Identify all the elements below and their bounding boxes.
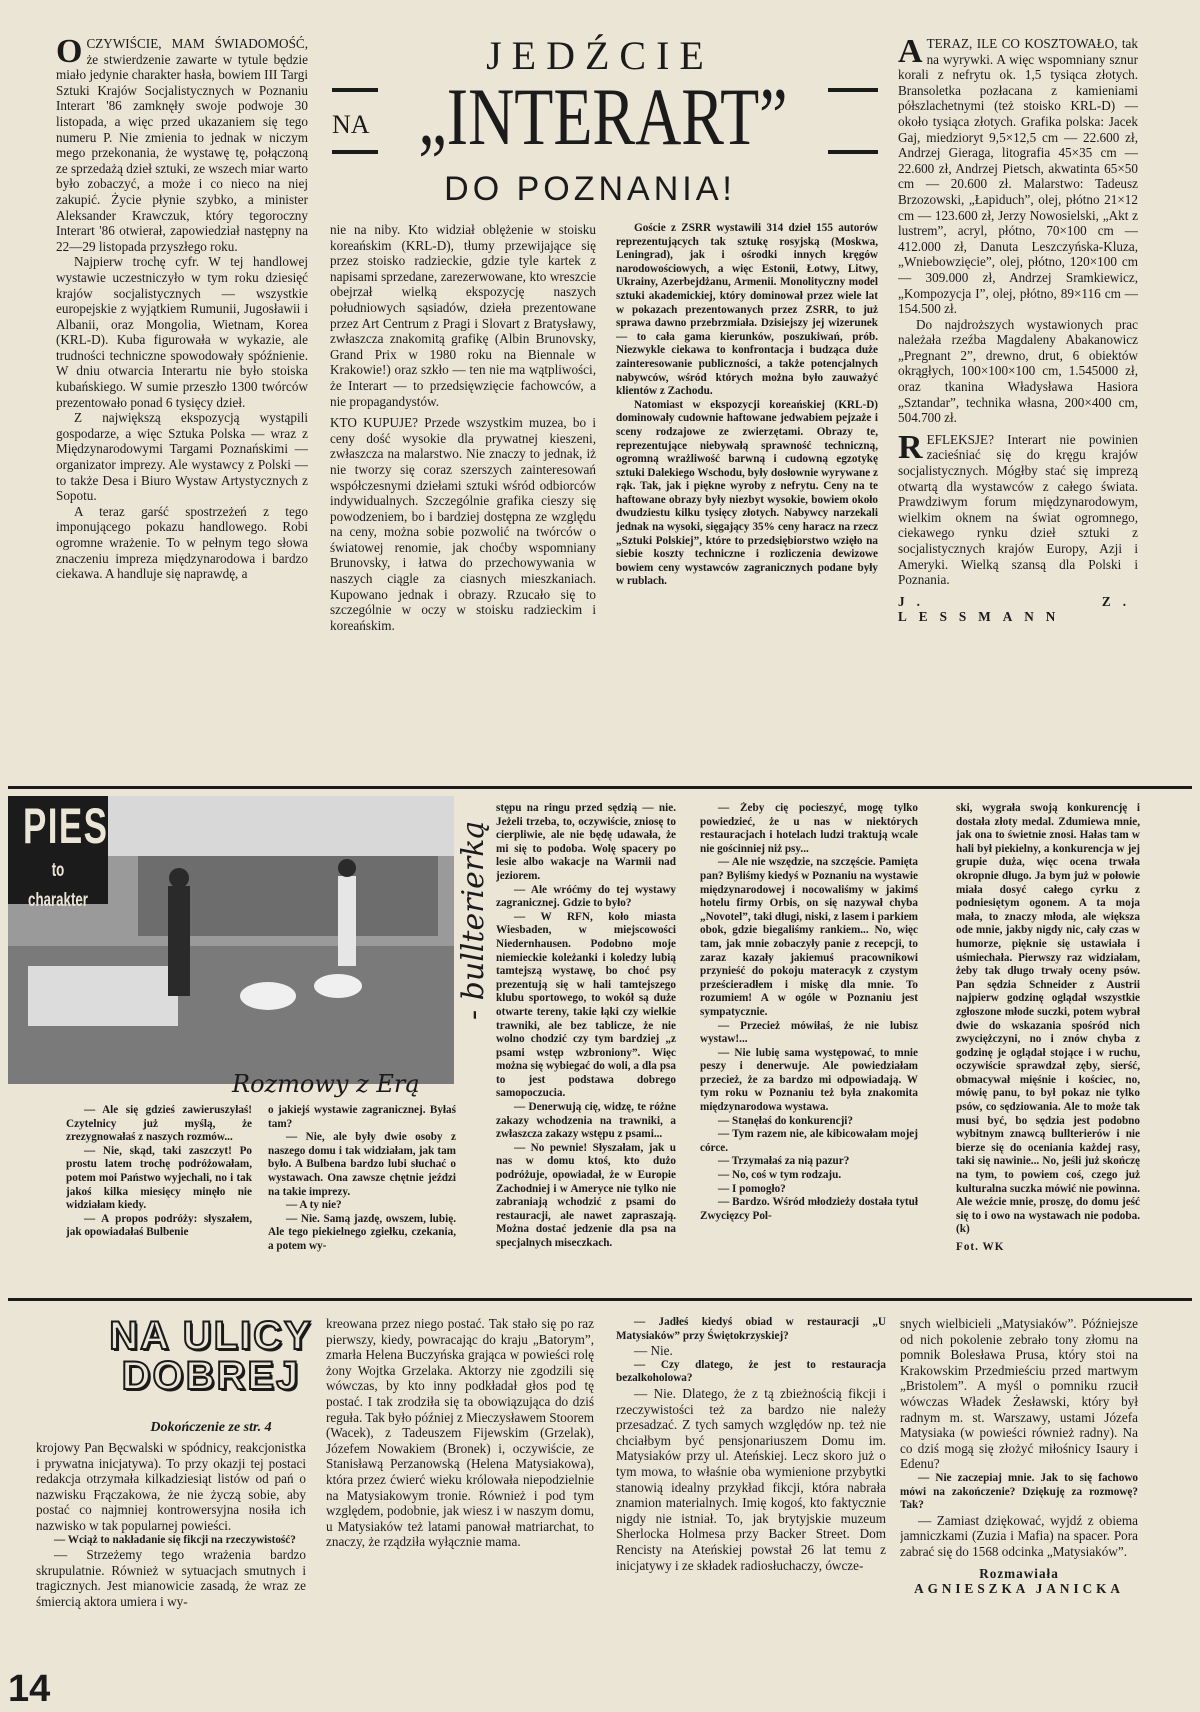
paragraph: — Denerwują cię, widzę, te różne zakazy wchodzenia na trawniki, a zwłaszcza zakazy wstępu z psami... [496, 1101, 676, 1141]
paragraph: — Ale nie wszędzie, na szczęście. Pamięta pan? Byliśmy kiedyś w Poznaniu na wystawie międzynarodowej i nocowaliśmy w jakimś hotelu firmy Orbis, on się nazywał chyba „Novotel”, taki długi, niski, z lasem i parkiem obok, gdzie biegaliśmy rankiem... No, więc tam, jak mnie zobaczyły panie z recepcji, to zaraz kazały jakiemuś pracownikowi przynieść do pokoju materacyk z czystym prześcieradłem i miskę dla mnie. To rozumiem! A w ogóle w Poznaniu jest sympatycznie. [700, 856, 918, 1018]
photo-subtitle: to charakter [28, 860, 88, 911]
paragraph: — Przecież mówiłaś, że nie lubisz wystaw!... [700, 1019, 918, 1046]
paragraph: — Jadłeś kiedyś obiad w restauracji „U Matysiaków” przy Świętokrzyskiej? [616, 1316, 886, 1342]
drop-cap: O [56, 36, 83, 70]
article3-title-line-2: DOBREJ [121, 1354, 301, 1398]
paragraph: — Nie. [634, 1343, 673, 1359]
paragraph: CZYWIŚCIE, MAM ŚWIADOMOŚĆ, że stwierdzenie zawarte w tytule będzie miało jedynie charakter hasła, bowiem III Targi Sztuki Krajów Socjalistycznych w Poznaniu Interart '86 zamknęły swoje podwoje 30 listopada, a więc przed ukazaniem się tego numeru P. Nie zmienia to jednak w niczym mego przekonania, że wystawę tę, połączoną ze sprzedażą dzieł sztuki, ze wszech miar warto było zobaczyć, a może i co nieco na niej zakupić. Życie płynie szybko, a minister Aleksander Krawczuk, który tegoroczny Interart '86 otwierał, zapowiedział następny na 22—29 listopada przyszłego roku. [56, 36, 308, 254]
paragraph: snych wielbicieli „Matysiaków”. Późniejsze od nich pokolenie zebrało tony złomu na pomnik Bolesława Prusa, który stoi na Krakowskim Przedmieściu przed martwym „Bristolem”. A myśl o pomniku rzucił wówczas Władek Żesławski, który był radnym m. st. Warszawy, ustami Józefa Matysiaka (w powieści również radny). Na co dziś mogą się złożyć miłośnicy Isaury i Edenu? [900, 1316, 1138, 1472]
paragraph: o jakiejś wystawie zagranicznej. Byłaś tam? [268, 1104, 456, 1130]
paragraph: A teraz garść spostrzeżeń z tego imponującego pokazu handlowego. Robi ogromne wrażenie. To w pełnym tego słowa znaczeniu impreza międzynarodowa i bardzo ciekawa. A handluje się naprawdę, a [56, 503, 308, 582]
paragraph: — W RFN, koło miasta Wiesbaden, w miejscowości Niedernhausen. Podobno moje niemieckie koleżanki i koledzy lubią tamtejszą wystawę, bo choć psy prezentują się w hali tamtejszego klubu sportowego, to wokół są duże otwarte tereny, takie łąki czy wielkie trawniki, ale bez tablicze, że nie wolno chodzić czy tym bardziej „z psami wstęp wzbroniony”. Więc można się wybiegać do woli, a dla psa to jest podstawa dobrego samopoczucia. [496, 910, 676, 1100]
paragraph: stępu na ringu przed sędzią — nie. Jeżeli trzeba, to, oczywiście, zniosę to cierpliwie, ale nie będę udawała, że mi się to podoba. Wolę spacery po lesie albo wakacje na Warmii nad jeziorem. [496, 802, 676, 882]
headline-bar [828, 150, 878, 154]
paragraph: TERAZ, ILE CO KOSZTOWAŁO, tak na wyrywki. A więc wspomniany sznur korali z nefrytu ok. 1,5 tysiąca złotych. Bransoletka pozłacana z kamieniami półszlachetnymi (też stoisko KRL-D) — około tysiąca złotych. Grafika polska: Jacek Gaj, miedzioryt 9,5×12,5 cm — 22.600 zł, Andrzej Gieraga, litografia 45×35 cm — 22.600 zł, Andrzej Pietsch, akwatinta 65×50 cm — 20.600 zł. Malarstwo: Tadeusz Brzozowski, „Łapiduch”, olej, płótno 21×12 cm — 123.600 zł, Jerzy Nowosielski, „Akt z lustrem”, acryl, płótno, 70×100 cm — 412.000 zł, Danuta Leszczyńska-Kluza, „Wniebowzięcie”, olej, płótno, 120×100 cm — 309.000 zł, Andrzej Sramkiewicz, „Kompozycja I”, olej, płótno, 89×116 cm — 154.500 zł. [898, 36, 1138, 317]
paragraph: — Strzeżemy tego wrażenia bardzo skrupulatnie. Również w sytuacjach smutnych i tragicznych. Jest mianowicie zasadą, że wraz ze śmiercią aktora umiera i wy- [36, 1547, 306, 1609]
paragraph: — Nie. Dlatego, że z tą zbieżnością fikcji i rzeczywistości też za bardzo nie należy przesadzać. Z tych samych względów np. też nie chciałbym być pensjonariuszem Domu im. Matysiaków przy ul. Ateńskiej. Lecz skoro już o tym mowa, to właśnie oba wymienione przybytki stanowią idealny przykład fikcji, która nabrała znamion materialnych. Imię kogoś, kto faktycznie nigdy nie istniał. To, jak brytyjskie muzeum Sherlocka Holmesa przy Backer Street. Dom Rencisty na Ateńskiej powstał 26 lat temu z inicjatywy i ze składek radiosłuchaczy, ówcze- [616, 1385, 886, 1573]
paragraph: Goście z ZSRR wystawili 314 dzieł 155 autorów reprezentujących tak sztukę rosyjską (Moskwa, Leningrad), jak i ośrodki innych kręgów narodowościowych, a więc Estonii, Łotwy, Litwy, Ukrainy, Azerbejdżanu, Armenii. Monolityczny model sztuki akademickiej, który dominował przez wiele lat w pokazach prezentowanych przez ZSRR, to już sprawa dawno przebrzmiała. Dzisiejszy jej wizerunek — to cała gama kierunków, poszukiwań, prób. Niezwykle ciekawa to konfrontacja i budząca duże zainteresowanie publiczności, a także potencjalnych nabywców, wśród których można było zauważyć klientów z Zachodu. [616, 222, 878, 398]
signature-label: Rozmawiała [979, 1565, 1059, 1581]
photo-dog-show [8, 796, 454, 1084]
drop-cap: A [898, 36, 923, 70]
paragraph: — Nie zaczepiaj mnie. Jak to się fachowo mówi na zakończenie? Dziękuję za rozmowę? Tak? [900, 1471, 1138, 1512]
paragraph: — Bardzo. Wśród młodzieży dostała tytuł Zwycięzcy Pol- [700, 1196, 918, 1222]
paragraph: — Tym razem nie, ale kibicowałam mojej córce. [700, 1128, 918, 1154]
article1-column-2 [330, 222, 596, 790]
article3-column-1 [36, 1440, 306, 1666]
paragraph: Z największą ekspozycją wystąpili gospodarze, a więc Sztuka Polska — wraz z Międzynarodowymi Targami Poznańskimi — organizator imprezy. Ale wystawcy z Polski — to także Desa i Biuro Wystaw Artystycznych z Sopotu. [56, 410, 308, 504]
paragraph: — Ale się gdzieś zawieruszyłaś! Czytelnicy już myślą, że zrezygnowałaś z naszych rozmów... [66, 1104, 252, 1144]
photo-title-box [8, 796, 109, 911]
headline-bar [332, 88, 378, 92]
headline-bar [332, 150, 378, 154]
photo-caption: Rozmowy z Erą [232, 1070, 420, 1098]
paragraph: — Nie lubię sama występować, to mnie peszy i denerwuje. Ale powiedziałam przecież, że za bardzo mi odpowiadają. W tym roku w Poznaniu też była znakomita międzynarodowa wystawa. [700, 1046, 918, 1114]
article2-column-4 [700, 802, 918, 1288]
section-divider [8, 1298, 1192, 1301]
headline-bottom: DO POZNANIA! [444, 170, 736, 208]
article3-column-3 [616, 1316, 886, 1700]
article1-column-3 [616, 222, 878, 790]
paragraph: — Nie, ale były dwie osoby z naszego domu i tak widziałam, jak tam było. A Bulbena bardzo lubi słuchać o wystawach. Ona zawsze chętnie jeździ na takie imprezy. [268, 1131, 456, 1198]
article2-column-5 [956, 802, 1140, 1288]
article2-column-1 [66, 1104, 252, 1290]
paragraph: — Ale wróćmy do tej wystawy zagranicznej. Gdzie to było? [496, 883, 676, 910]
paragraph: krojowy Pan Bęcwalski w spódnicy, reakcjonistka i prywatna inicjatywa). To przy okazji tej postaci redakcja otrzymała kilkadziesiąt listów od pań o nazwisku Frączakowa, że nie życzą sobie, aby postać co najmniej kontrowersyjna nosiła ich nazwisko w tak popularnej powieści. [36, 1440, 306, 1533]
page-number: 14 [8, 1668, 51, 1710]
paragraph: — Czy dlatego, że jest to restauracja bezalkoholowa? [616, 1358, 886, 1385]
paragraph: Natomiast w ekspozycji koreańskiej (KRL-D) dominowały cudownie haftowane jedwabiem pejzaże i sceny rodzajowe ze zwierzętami. Obrazy te, reprezentujące niebywałą sprawność techniczną, ogromną wrażliwość barwną i cudowną egzotykę sztuki Dalekiego Wschodu, były dosłownie wyrywane z rąk. Tak, jak i piękne wyroby z nefrytu. Ceny na te haftowane obrazy były niezbyt wysokie, bowiem około dwudziestu kilku tysięcy złotych. Nabywcy narzekali jednak na wysoki, sięgający 35% ceny haracz na rzecz „Sztuki Polskiej”, które to przedsiębiorstwo wzięło na siebie koszty techniczne i rozliczenia dewizowe bowiem ceny wystawców zagranicznych podane były w rublach. [616, 398, 878, 588]
paragraph: — A propos podróży: słyszałem, jak opowiadałaś Bulbenie [66, 1212, 252, 1239]
photo-side-caption: - bullterierką [456, 820, 491, 1020]
article1-column-4 [898, 36, 1138, 790]
author-signature: J. Z. LESSMANN [898, 593, 1138, 625]
article3-column-4 [900, 1316, 1138, 1700]
paragraph: — Stanęłaś do konkurencji? [718, 1114, 854, 1127]
paragraph: Do najdroższych wystawionych prac należała rzeźba Magdaleny Abakanowicz „Pregnant 2”, drewno, drut, 6 obiektów okrągłych, 100×100×100 cm, 1.545000 zł, oraz tkanina Władysława Hasiora „Sztandar”, technika własna, 200×400 cm, 504.700 zł. [898, 316, 1138, 426]
article2-column-3 [496, 802, 676, 1288]
paragraph [898, 428, 1138, 588]
article1-column-1 [56, 36, 308, 790]
drop-cap: R [898, 428, 923, 466]
paragraph: ski, wygrała swoją konkurencję i dostała złoty medal. Zdumiewa mnie, jak ona to świetnie znosi. Hałas tam w hali był piekielny, a konkurencja w jej grupie duża, więc ocena trwała okropnie długo. Ja bym już w połowie miała dosyć całego cyrku z podniesiętym ogonem. A ta moja mała, to znaczy młoda, ale większa ode mnie, jakby nigdy nic, cały czas w humorze, pięknie się ustawiała i uśmiechała. Pierwszy raz widziałam, żeby tak długo trwały oceny psów. Pan sędzia Schneider z Austrii najpierw godzinę oglądał wszystkie zgłoszone młode suczki, potem wybrał dwie do wskazania spośród nich zwyciężczyni, no i znów chyba z godzinę je oglądał stojące i w ruchu, oczywiście sprawdzał zęby, sierść, obmacywał mięśnie i kościec, no, mówię panu, to był pokaz nie tylko psów, co sędziowania. Ale to może tak musi być, bo sędzia jest podobno wybitnym znawcą bullterierów i nie bierze się do oceniania każdej rasy, taki się nawinie... No, jeśli już skończę na tym, to powiem coś, czego już kulturalna suczka mówić nie powinna. Ale weźcie mnie, proszę, do domu jeść się to i owo na wystawach nie podoba. (k) [956, 802, 1140, 1236]
paragraph: — I pomogło? [718, 1182, 786, 1195]
headline-main: „INTERART” [418, 71, 788, 162]
article3-title [96, 1316, 326, 1396]
headline-na: NA [332, 110, 370, 139]
section-divider [8, 786, 1192, 789]
paragraph: KTO KUPUJE? Przede wszystkim muzea, bo i ceny dość wysokie dla prywatnej kieszeni, zwłaszcza na malarstwo. Nie znaczy to jednak, iż nie tworzy się coraz szerszych zainteresowań współczesnymi dziełami sztuki wśród odbiorców indywidualnych. Szczególnie grafika cieszy się powodzeniem, bo i bardziej dostępna ze względu na ceny, można sobie pozwolić na twórców o światowej renomie, jak choćby wspomniany Brunovsky, i łatwa do przechowywania w naszych ciągle za ciasnych mieszkaniach. Kupowano jednak i obrazy. Rzucało się to szczególnie w oczy w stoisku radzieckim i koreańskim. [330, 415, 596, 633]
photo-credit: Fot. WK [956, 1241, 1005, 1253]
headline-top: JEDŹCIE [486, 33, 714, 78]
paragraph: — Nie, skąd, taki zaszczyt! Po prostu latem trochę podróżowałam, potem moi Państwo wyjechali, no i tak jakoś kilka miesięcy minęło nie widziałam kiedy. [66, 1144, 252, 1212]
paragraph: — A ty nie? [286, 1199, 342, 1212]
photo-title: PIES [23, 798, 109, 854]
paragraph: — Zamiast dziękować, wyjdź z obiema jamniczkami (Zuzia i Mafia) na spacer. Pora zabrać się do 1568 odcinka „Matysiaków”. [900, 1512, 1138, 1559]
paragraph: — Nie. Samą jazdę, owszem, lubię. Ale tego piekielnego zgiełku, czekania, a potem wy- [268, 1212, 456, 1252]
paragraph: kreowana przez niego postać. Tak stało się po raz pierwszy, kiedy, powracając do kraju „Batorym”, zmarła Helena Buczyńska grająca w powieści rolę żony Wojtka Grzelaka. Aktorzy nie zgodzili się wówczas, by kto inny podkładał głos pod tę postać. I tak zrodziła się ta obowiązująca do dziś reguła. Tak było później z Mieczysławem Stoorem (Wacek), z Tadeuszem Fijewskim (Grzelak), Józefem Nowakiem (Bronek) i, oczywiście, ze Stanisławą Perzanowską (Helena Matysiakowa), która przez ćwierć wieku królowała niepodzielnie na Matysiakowym tronie. Również i pod tym względem, podobnie, jak wiesz i w naszym domu, u Matysiaków też latami panował matriarchat, to znaczy, że rządziła wyłącznie mama. [326, 1316, 594, 1550]
paragraph: — Żeby cię pocieszyć, mogę tylko powiedzieć, że u nas w niektórych restauracjach i hotelach ludzi traktują wcale nie gościnniej niż psy... [700, 802, 918, 855]
signature-name: AGNIESZKA JANICKA [914, 1581, 1124, 1597]
article3-subtitle: Dokończenie ze str. 4 [150, 1420, 272, 1435]
paragraph: — No, coś w tym rodzaju. [718, 1169, 842, 1182]
paragraph: — Trzymałaś za nią pazur? [718, 1155, 850, 1168]
article3-column-2 [326, 1316, 594, 1700]
paragraph-text: EFLEKSJE? Interart nie powinien zacieśniać się do kręgu krajów socjalistycznych. Mógłby stać się imprezą otwartą dla wystawców z całego świata. Prawdziwym forum międzynarodowym, wielkim oknem na świat ogromnego, ciekawego rynku dzieł sztuki z socjalistycznych krajów Europy, Azji i Ameryki. Wielką szansą dla Polski i Poznania. [898, 431, 1138, 588]
article2-column-2 [268, 1104, 456, 1290]
article3-title-line-1: NA ULICY [109, 1314, 313, 1358]
headline-bar [828, 88, 878, 92]
paragraph: nie na niby. Kto widział oblężenie w stoisku koreańskim (KRL-D), tłumy przewijające się przez stoisko radzieckie, gdzie tyle kartek z napisami sprzedane, zarezerwowane, kto wreszcie obejrzał wielką ekspozycję naszych południowych sąsiadów, dzieła prezentowane przez Art Centrum z Pragi i Slovart z Bratysławy, zwłaszcza znakomitą grafikę (Albin Brunovsky, Grand Prix w 1980 roku na Biennale w Krakowie!) oraz szkło — ten nie ma wątpliwości, że Interart — to przedsięwzięcie fachowców, a nie propagandystów. [330, 222, 596, 409]
paragraph: Najpierw trochę cyfr. W tej handlowej wystawie uczestniczyło w tym roku dziesięć krajów socjalistycznych — wszystkie europejskie z wyjątkiem Rumunii, Jugosławii i Albanii, oraz Mongolia, Wietnam, Korea (KRL-D). Kuba figurowała w wykazie, ale trudności techniczne spowodowały spóźnienie. W dniu otwarcia Interartu nie było stoiska kubańskiego. W sumie przeszło 1300 twórców prezentowało ponad 6 tysięcy dzieł. [56, 254, 308, 410]
paragraph: — No pewnie! Słyszałam, jak u nas w domu ktoś, kto dużo podróżuje, opowiadał, że w Europie Zachodniej i w Ameryce nie tylko nie zabraniają wchodzić z psami do restauracji, ale nawet zapraszają. Można dostać jedzenie dla psa na specjalnych miseczkach. [496, 1141, 676, 1249]
paragraph: — Wciąż to nakładanie się fikcji na rzeczywistość? [54, 1533, 296, 1546]
